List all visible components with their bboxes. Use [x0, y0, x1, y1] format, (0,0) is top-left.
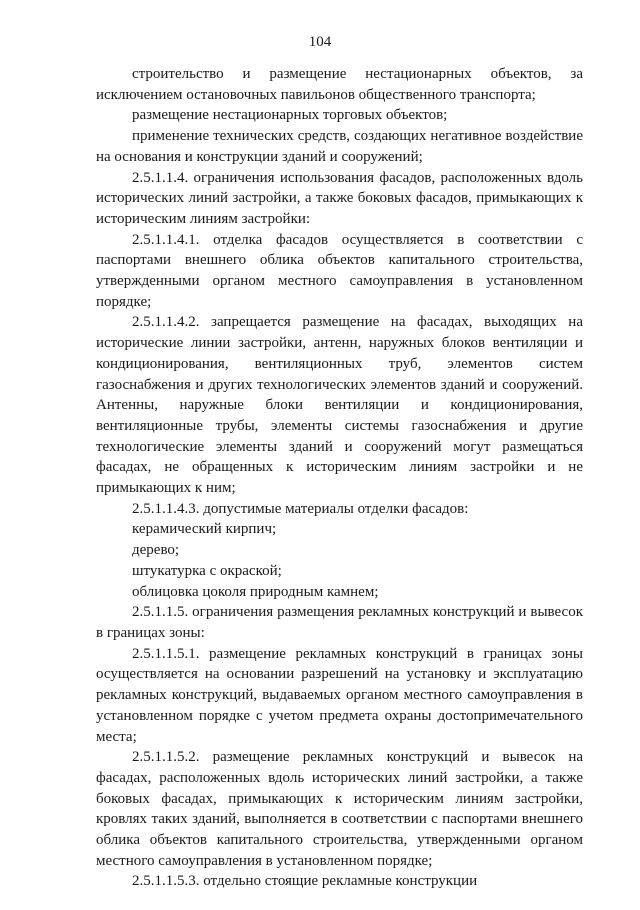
paragraph: 2.5.1.1.4.2. запрещается размещение на фасадах, выходящих на исторические линии застройки, антенн, наружных блоков вентиляции и кондиционирования, вентиляционных труб, элементов систем газоснабжения и других технологических элементов зданий и сооружений. Антенны, наружные блоки вентиляции и кондиционирования, вентиляционные трубы, элементы системы газоснабжения и другие технологические элементы зданий и сооружений могут размещаться фасадах, не обращенных к историческим линиям застройки и не примыкающих к ним; [96, 314, 583, 497]
list-item: облицовка цоколя природным камнем; [132, 583, 379, 600]
list-item: штукатурка с окраской; [132, 562, 282, 579]
document-body [96, 64, 583, 892]
paragraph: строительство и размещение нестационарных объектов, за исключением остановочных павильонов общественного транспорта; [96, 66, 583, 103]
paragraph: 2.5.1.1.4. ограничения использования фасадов, расположенных вдоль исторических линий застройки, а также боковых фасадов, примыкающих к историческим линиям застройки: [96, 169, 583, 227]
paragraph: 2.5.1.1.4.1. отделка фасадов осуществляется в соответствии с паспортами внешнего облика объектов капитального строительства, утвержденными органом местного самоуправления в установленном порядке; [96, 231, 583, 310]
list-item: дерево; [132, 542, 180, 559]
paragraph: 2.5.1.1.5. ограничения размещения рекламных конструкций и вывесок в границах зоны: [96, 604, 583, 641]
paragraph: 2.5.1.1.5.3. отдельно стоящие рекламные конструкции [132, 873, 478, 890]
list-item: керамический кирпич; [132, 521, 277, 538]
paragraph: 2.5.1.1.5.1. размещение рекламных конструкций в границах зоны осуществляется на основании разрешений на установку и эксплуатацию рекламных конструкций, выдаваемых органом местного самоуправления в установленном порядке с учетом предмета охраны достопримечательного места; [96, 645, 583, 745]
paragraph: применение технических средств, создающих негативное воздействие на основания и конструкции зданий и сооружений; [96, 128, 583, 165]
paragraph: 2.5.1.1.4.3. допустимые материалы отделки фасадов: [132, 500, 469, 517]
paragraph: размещение нестационарных торговых объектов; [132, 107, 448, 124]
page-number: 104 [308, 34, 332, 50]
paragraph: 2.5.1.1.5.2. размещение рекламных конструкций и вывесок на фасадах, расположенных вдоль исторических линий застройки, а также боковых фасадах, примыкающих к историческим линиям застройки, кровлях таких зданий, выполняется в соответствии с паспортами внешнего облика объектов капитального строительства, утвержденными органом местного самоуправления в установленном порядке; [96, 749, 583, 869]
